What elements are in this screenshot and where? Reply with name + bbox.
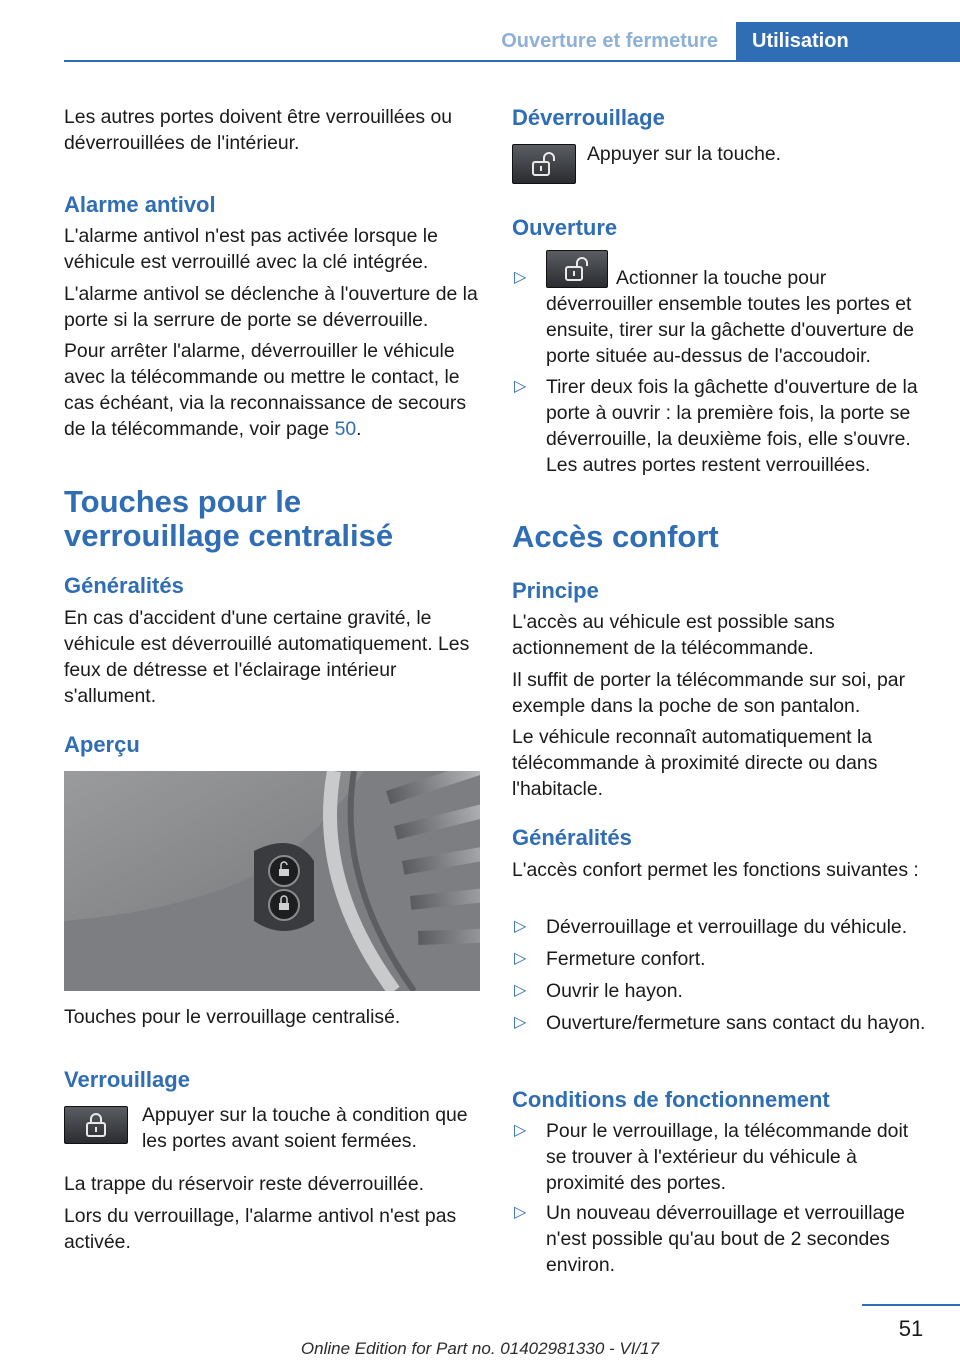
ouverture-item-text: Tirer deux fois la gâchette d'ouverture de la porte à ouvrir : la première fois, la porte se déverrouille, la deuxième fois, elle s'ouvre. Les autres portes restent verrouillées. [546,376,918,476]
condition-list-item [512,1118,932,1196]
unlock-icon [531,151,557,177]
alarme-paragraph-2: L'alarme antivol se déclenche à l'ouverture de la porte si la serrure de porte se déverrouille. [64,283,478,331]
heading-touches-verrouillage: Touches pour le verrouillage centralisé [64,484,394,553]
header-section-title: Ouverture et fermeture [501,30,718,52]
principe-paragraph-3: Le véhicule reconnaît automatiquement la télécommande à proximité directe ou dans l'habitacle. [512,726,878,800]
footer-rule [862,1304,960,1306]
fonction-item-text: Ouvrir le hayon. [546,980,683,1002]
heading-generalites-right: Généralités [512,825,632,850]
heading-deverrouillage: Déverrouillage [512,105,665,130]
triangle-right-icon: ▷ [514,378,527,395]
lors-verrouillage-paragraph: Lors du verrouillage, l'alarme antivol n'est pas activée. [64,1205,457,1253]
lock-icon [84,1112,108,1138]
header-tab: Utilisation [736,22,960,62]
edition-note: Online Edition for Part no. 01402981330 - VI/17 [300,1339,660,1358]
triangle-right-icon: ▷ [514,1014,527,1031]
condition-item-text: Un nouveau déverrouillage et verrouillage n'est possible qu'au bout de 2 secondes environ. [546,1202,905,1276]
triangle-right-icon: ▷ [514,982,527,999]
door-panel-illustration [64,771,480,991]
heading-ouverture: Ouverture [512,215,618,240]
fonction-item-text: Fermeture confort. [546,948,706,970]
heading-verrouillage: Verrouillage [64,1067,190,1092]
alarme-paragraph-3-end: . [356,418,362,440]
heading-generalites-left: Généralités [64,573,184,598]
fonction-item-text: Ouverture/fermeture sans contact du hayon. [546,1012,926,1034]
condition-list-item [512,1200,932,1278]
generalites-paragraph-right: L'accès confort permet les fonctions suivantes : [512,859,919,881]
fonction-item-text: Déverrouillage et verrouillage du véhicule. [546,916,908,938]
lock-button-image [64,1106,128,1144]
heading-principe: Principe [512,578,599,603]
page-number: 51 [898,1316,924,1341]
alarme-paragraph-1: L'alarme antivol n'est pas activée lorsque le véhicule est verrouillé avec la clé intégrée. [64,225,438,273]
principe-paragraph-2: Il suffit de porter la télécommande sur soi, par exemple dans la poche de son pantalon. [512,669,906,717]
triangle-right-icon: ▷ [514,1204,527,1221]
fonction-list-item [512,914,932,940]
trappe-paragraph: La trappe du réservoir reste déverrouillée. [64,1173,424,1195]
heading-alarme-antivol: Alarme antivol [64,192,216,217]
ouverture-item-text: Actionner la touche pour déverrouiller ensemble toutes les portes et ensuite, tirer sur la gâchette d'ouverture de porte située au-dessus de l'accoudoir. [546,267,915,367]
verrouillage-button-text: Appuyer sur la touche à condition que les portes avant soient fermées. [142,1104,468,1152]
photo-caption: Touches pour le verrouillage centralisé. [64,1006,401,1028]
page-link-50[interactable]: 50 [334,418,357,440]
alarme-paragraph-3 [64,338,484,442]
alarme-paragraph-3-text: Pour arrêter l'alarme, déverrouiller le véhicule avec la télécommande ou mettre le contact, le cas échéant, via la reconnaissance de secours de la télécommande, voir page [64,340,467,440]
fonction-list-item [512,1010,932,1036]
deverrouillage-button-text: Appuyer sur la touche. [587,143,782,165]
heading-acces-confort: Accès confort [512,519,719,554]
unlock-button-image [512,144,576,184]
triangle-right-icon: ▷ [514,1122,527,1139]
triangle-right-icon: ▷ [514,950,527,967]
unlock-button-image-inline [546,250,608,288]
door-lock-buttons-photo [64,771,480,991]
triangle-right-icon: ▷ [514,918,527,935]
generalites-paragraph-left: En cas d'accident d'une certaine gravité, le véhicule est déverrouillé automatiquement. Les feux de détresse et l'éclairage intérieur s'allument. [64,607,470,707]
fonction-list-item [512,946,932,972]
triangle-right-icon: ▷ [514,269,527,286]
principe-paragraph-1: L'accès au véhicule est possible sans actionnement de la télécommande. [512,611,835,659]
heading-apercu: Aperçu [64,732,140,757]
condition-item-text: Pour le verrouillage, la télécommande doit se trouver à l'extérieur du véhicule à proximité des portes. [546,1120,909,1194]
heading-conditions: Conditions de fonctionnement [512,1087,830,1112]
ouverture-list-item [512,374,932,478]
intro-paragraph: Les autres portes doivent être verrouillées ou déverrouillées de l'intérieur. [64,106,453,154]
fonction-list-item [512,978,932,1004]
unlock-icon [564,256,590,282]
header-rule [64,60,960,62]
